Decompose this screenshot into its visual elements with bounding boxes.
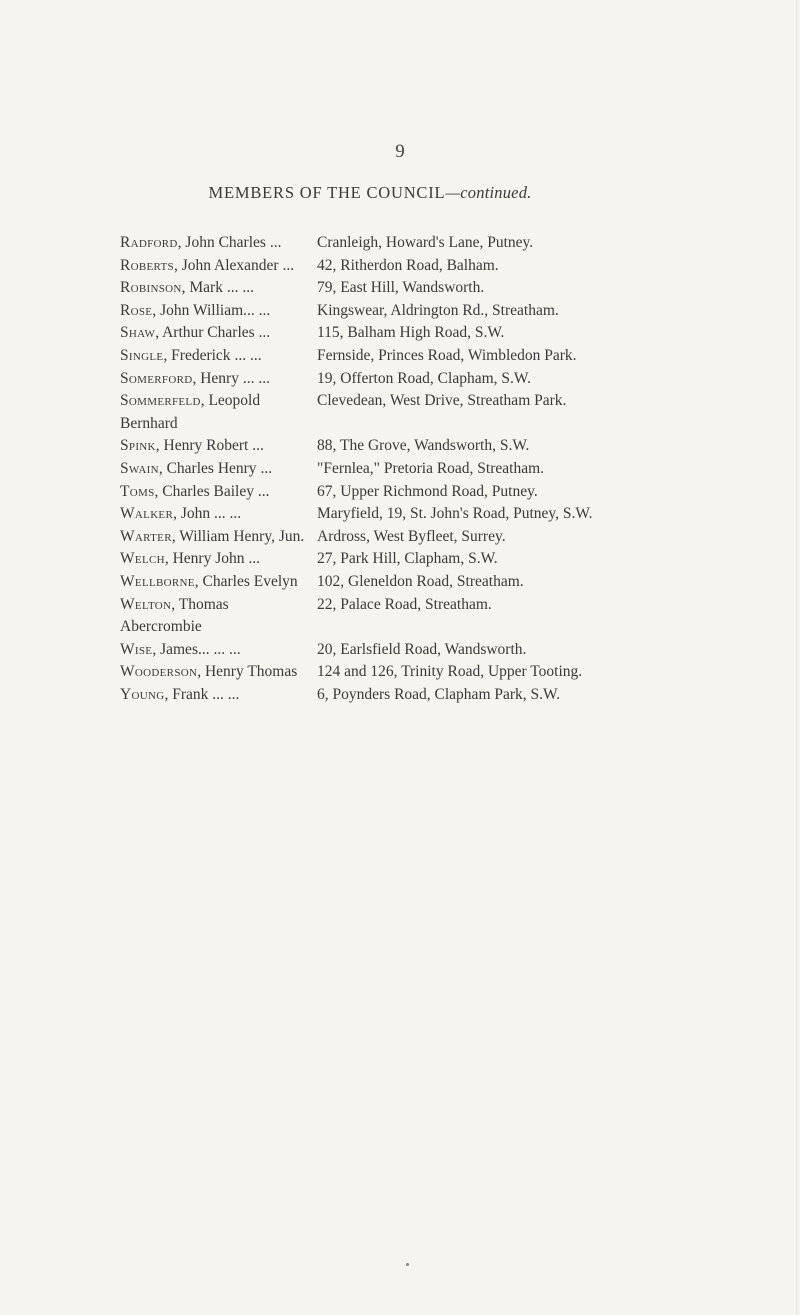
dot-leader: ... — [253, 482, 270, 500]
member-given-names: , Frederick — [163, 346, 231, 364]
member-surname: Spink — [120, 437, 156, 455]
member-surname: Single — [120, 346, 164, 364]
dot-leader: ... — [254, 324, 271, 342]
member-row — [120, 684, 680, 707]
member-name — [120, 368, 317, 391]
member-given-names: , Henry John — [164, 550, 245, 568]
member-given-names: , John Charles — [177, 234, 266, 251]
member-name — [120, 322, 317, 345]
dot-leader: ... — [278, 256, 295, 274]
dot-leader: ... ... — [209, 640, 241, 658]
member-name — [120, 594, 317, 639]
member-row — [120, 300, 680, 323]
member-row — [120, 594, 680, 639]
member-address: Fernside, Princes Road, Wimbledon Park. — [317, 346, 577, 364]
heading-continued: —continued. — [445, 183, 532, 202]
member-address: 19, Offerton Road, Clapham, S.W. — [317, 369, 531, 387]
member-given-names: , Mark — [181, 279, 223, 297]
member-name — [120, 684, 317, 707]
member-row — [120, 390, 680, 435]
member-address: 22, Palace Road, Streatham. — [317, 595, 492, 613]
member-name — [120, 481, 317, 504]
member-given-names: , Henry Thomas — [197, 663, 298, 681]
member-name — [120, 639, 317, 662]
member-name — [120, 526, 317, 549]
member-address: 67, Upper Richmond Road, Putney. — [317, 482, 538, 500]
member-row — [120, 345, 680, 368]
dot-leader: ... ... — [230, 346, 262, 364]
member-row — [120, 277, 680, 300]
member-address: 88, The Grove, Wandsworth, S.W. — [317, 437, 530, 455]
member-surname: Wise — [120, 640, 153, 658]
member-surname: Rose — [120, 301, 153, 319]
member-given-names: , Charles Bailey — [154, 482, 254, 500]
member-row — [120, 526, 680, 549]
page-number: 9 — [395, 141, 405, 162]
member-given-names: , Henry — [192, 369, 239, 387]
member-address: Maryfield, 19, St. John's Road, Putney, S.W. — [317, 505, 593, 523]
member-address: Clevedean, West Drive, Streatham Park. — [317, 392, 567, 410]
member-address: 27, Park Hill, Clapham, S.W. — [317, 550, 498, 568]
member-surname: Roberts — [120, 256, 174, 274]
member-row — [120, 255, 680, 278]
member-row — [120, 503, 680, 526]
member-given-names: , Arthur Charles — [155, 324, 255, 342]
member-given-names: , Charles Henry — [158, 459, 257, 477]
member-row — [120, 481, 680, 504]
member-given-names: , John William... — [152, 301, 255, 319]
member-name — [120, 345, 317, 368]
member-given-names: , Henry Robert — [155, 437, 249, 455]
dot-leader: ... — [265, 234, 282, 251]
member-surname: Warter — [120, 527, 172, 545]
member-given-names: , Thomas Abercrombie — [120, 595, 229, 636]
member-surname: Sommerfeld — [120, 392, 201, 410]
member-address: Ardross, West Byfleet, Surrey. — [317, 527, 506, 545]
member-given-names: , Leopold Bernhard — [120, 392, 261, 432]
member-surname: Somerford — [120, 369, 193, 387]
member-address: 124 and 126, Trinity Road, Upper Tooting. — [317, 663, 583, 681]
member-address: 102, Gleneldon Road, Streatham. — [317, 572, 524, 590]
member-row — [120, 571, 680, 594]
member-address: 115, Balham High Road, S.W. — [317, 324, 505, 342]
member-surname: Welton — [120, 595, 172, 613]
member-address: 42, Ritherdon Road, Balham. — [317, 256, 499, 274]
member-row — [120, 435, 680, 458]
member-given-names: , William Henry, Jun. — [171, 527, 305, 545]
member-address: Cranleigh, Howard's Lane, Putney. — [317, 234, 534, 251]
dot-leader: ... — [254, 301, 271, 319]
member-surname: Swain — [120, 459, 159, 477]
member-surname: Welch — [120, 550, 165, 568]
member-address: "Fernlea," Pretoria Road, Streatham. — [317, 459, 545, 477]
dot-leader: ... — [256, 459, 273, 477]
member-name — [120, 300, 317, 323]
member-given-names: , John — [173, 505, 211, 523]
member-name — [120, 232, 317, 255]
member-row — [120, 368, 680, 391]
member-name — [120, 277, 317, 300]
member-name — [120, 661, 317, 684]
member-address: 20, Earlsfield Road, Wandsworth. — [317, 640, 527, 658]
member-surname: Radford — [120, 234, 178, 251]
heading-title: MEMBERS OF THE COUNCIL — [208, 183, 446, 202]
member-row — [120, 322, 680, 345]
member-address: 6, Poynders Road, Clapham Park, S.W. — [317, 685, 561, 703]
member-surname: Shaw — [120, 324, 156, 342]
member-surname: Robinson — [120, 279, 182, 297]
member-address: 79, East Hill, Wandsworth. — [317, 279, 485, 297]
member-row — [120, 548, 680, 571]
member-name — [120, 255, 317, 278]
member-surname: Walker — [120, 505, 174, 523]
member-surname: Young — [120, 685, 165, 703]
member-name — [120, 458, 317, 481]
member-row — [120, 232, 680, 255]
member-name — [120, 548, 317, 571]
dot-leader: ... ... — [238, 369, 270, 387]
member-name — [120, 435, 317, 458]
member-row — [120, 639, 680, 662]
member-surname: Wooderson — [120, 663, 198, 681]
dot-leader: ... — [248, 437, 264, 455]
member-name — [120, 390, 317, 435]
member-given-names: , Frank — [164, 685, 209, 703]
stray-mark — [406, 1263, 409, 1266]
member-surname: Toms — [120, 482, 155, 500]
dot-leader: ... ... — [210, 505, 242, 523]
page-edge — [796, 0, 797, 1315]
member-given-names: , Charles Evelyn — [194, 572, 298, 590]
member-row — [120, 661, 680, 684]
council-members-list — [120, 232, 680, 706]
member-address: Kingswear, Aldrington Rd., Streatham. — [317, 301, 559, 319]
member-surname: Wellborne — [120, 572, 195, 590]
member-given-names: , John Alexander — [173, 256, 279, 274]
member-name — [120, 503, 317, 526]
dot-leader: ... ... — [208, 685, 240, 703]
section-heading — [0, 183, 740, 203]
member-name — [120, 571, 317, 594]
member-row — [120, 458, 680, 481]
member-given-names: , James... — [152, 640, 210, 658]
dot-leader: ... ... — [222, 279, 254, 297]
dot-leader: ... — [244, 550, 261, 568]
